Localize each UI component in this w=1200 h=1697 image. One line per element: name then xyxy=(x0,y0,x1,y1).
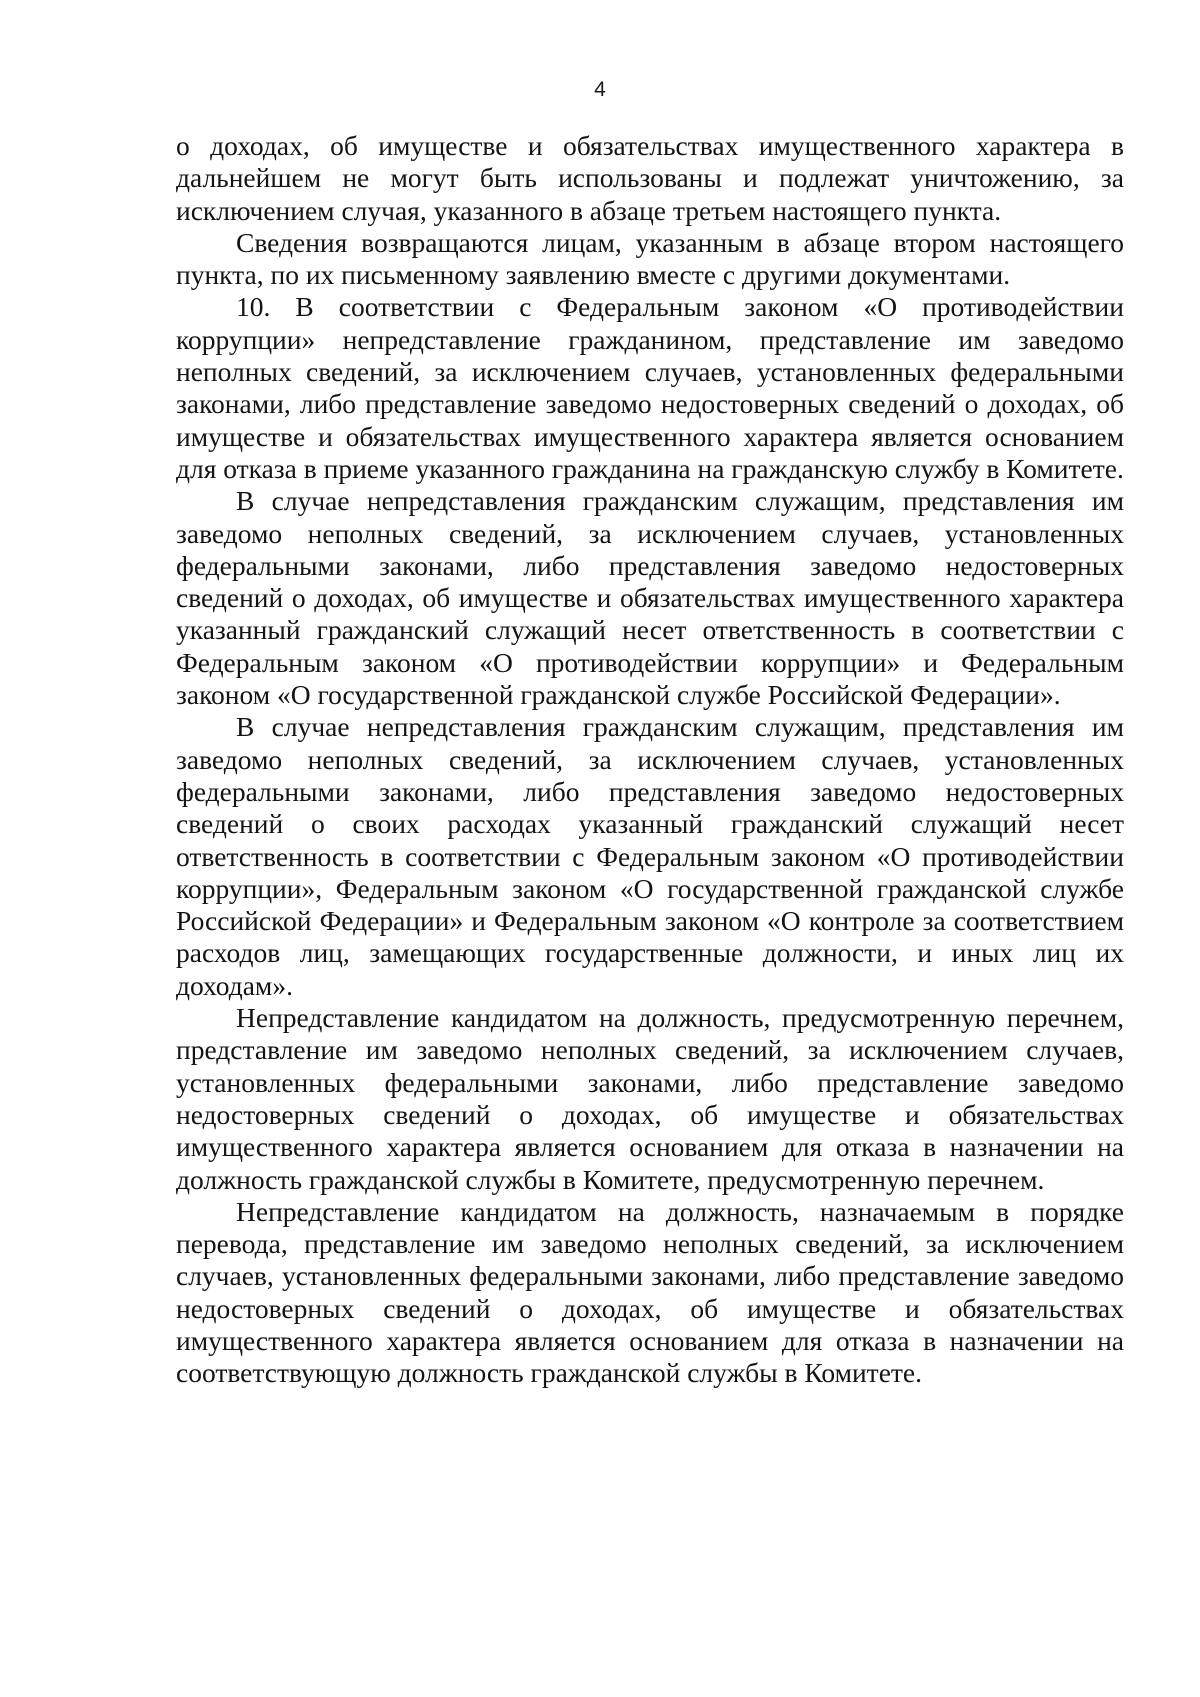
paragraph-continuation: о доходах, об имуществе и обязательствах имущественного характера в дальнейшем не могут быть использованы и подлежат уничтожению, за исключением случая, указанного в абзаце третьем настоящего пункта. xyxy=(176,130,1124,226)
document-body xyxy=(176,130,1124,1390)
paragraph: Непредставление кандидатом на должность, назначаемым в порядке перевода, представление им заведомо неполных сведений, за исключением случаев, установленных федеральными законами, либо представление заведомо недостоверных сведений о доходах, об имуществе и обязательствах имущественного характера является основанием для отказа в назначении на соответствующую должность гражданской службы в Комитете. xyxy=(176,1195,1124,1389)
paragraph: Непредставление кандидатом на должность, предусмотренную перечнем, представление им заведомо неполных сведений, за исключением случаев, установленных федеральными законами, либо представление заведомо недостоверных сведений о доходах, об имуществе и обязательствах имущественного характера является основанием для отказа в назначении на должность гражданской службы в Комитете, предусмотренную перечнем. xyxy=(176,1002,1124,1195)
paragraph-item-10: 10. В соответствии с Федеральным законом «О противодействии коррупции» непредставление гражданином, представление им заведомо неполных сведений, за исключением случаев, установленных федеральными законами, либо представление заведомо недостоверных сведений о доходах, об имуществе и обязательствах имущественного характера является основанием для отказа в приеме указанного гражданина на гражданскую службу в Комитете. xyxy=(176,291,1124,484)
paragraph: Сведения возвращаются лицам, указанным в абзаце втором настоящего пункта, по их письменному заявлению вместе с другими документами. xyxy=(176,226,1124,291)
paragraph: В случае непредставления гражданским служащим, представления им заведомо неполных сведений, за исключением случаев, установленных федеральными законами, либо представления заведомо недостоверных сведений о своих расходах указанный гражданский служащий несет ответственность в соответствии с Федеральным законом «О противодействии коррупции», Федеральным законом «О государственной гражданской службе Российской Федерации» и Федеральным законом «О контроле за соответствием расходов лиц, замещающих государственные должности, и иных лиц их доходам». xyxy=(176,711,1124,1001)
page-number: 4 xyxy=(594,78,606,101)
paragraph: В случае непредставления гражданским служащим, представления им заведомо неполных сведений, за исключением случаев, установленных федеральными законами, либо представления заведомо недостоверных сведений о доходах, об имуществе и обязательствах имущественного характера указанный гражданский служащий несет ответственность в соответствии с Федеральным законом «О противодействии коррупции» и Федеральным законом «О государственной гражданской службе Российской Федерации». xyxy=(176,485,1124,711)
